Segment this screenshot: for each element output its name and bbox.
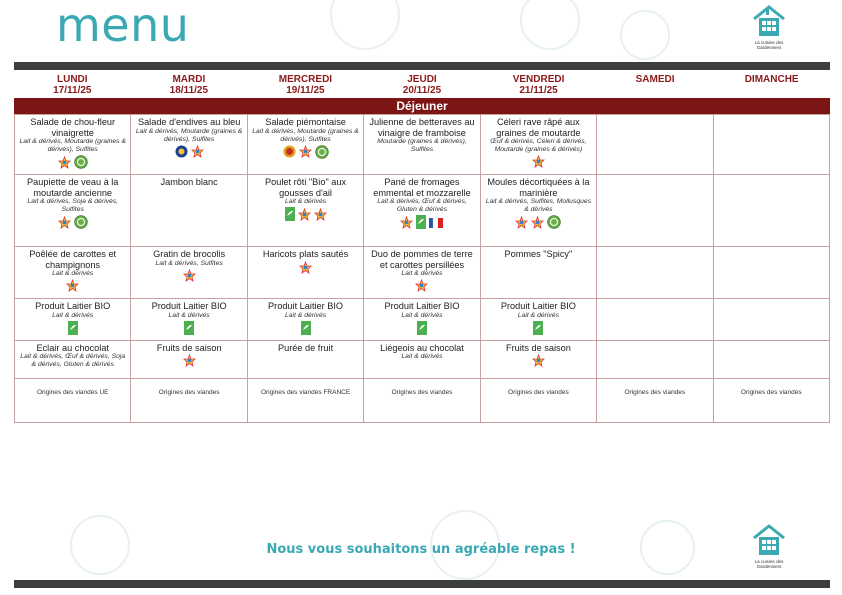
menu-cell bbox=[131, 115, 247, 175]
menu-cell bbox=[15, 115, 131, 175]
dish-name: Céleri rave râpé aux graines de moutarde bbox=[496, 117, 581, 138]
dessert-row bbox=[15, 340, 830, 378]
day-tuesday: MARDI 18/11/25 bbox=[169, 74, 209, 96]
menu-cell bbox=[597, 175, 713, 247]
chef-icon bbox=[191, 145, 204, 163]
allergen-list: Œuf & dérivés, Céleri & dérivés, Moutarde (graines & dérivés) bbox=[490, 138, 587, 153]
menu-cell bbox=[247, 340, 363, 378]
background-decoration bbox=[620, 10, 670, 60]
fishing-label-icon bbox=[175, 145, 188, 163]
origin-cell bbox=[15, 378, 131, 422]
allergen-list: Lait & dérivés bbox=[168, 311, 210, 319]
label-icons bbox=[18, 279, 127, 297]
dish-name: Paupiette de veau à la moutarde ancienne bbox=[26, 177, 119, 198]
chef-icon bbox=[515, 216, 528, 234]
allergen-list: Lait & dérivés bbox=[52, 270, 94, 277]
allergen-list: Lait & dérivés bbox=[284, 311, 327, 319]
menu-cell bbox=[247, 115, 363, 175]
dish-name: Poêlée de carottes et champignons bbox=[29, 249, 117, 270]
dish-name: Pané de fromages emmental et mozzarelle bbox=[373, 177, 471, 198]
bio-icon bbox=[533, 321, 543, 340]
menu-cell bbox=[597, 299, 713, 341]
allergen-list: Lait & dérivés, Sulfites bbox=[155, 259, 223, 267]
dish-name: Pommes "Spicy" bbox=[504, 249, 573, 259]
menu-cell bbox=[131, 299, 247, 341]
origin-cell bbox=[131, 378, 247, 422]
label-icons bbox=[484, 321, 593, 340]
menu-cell bbox=[480, 299, 596, 341]
menu-cell bbox=[247, 247, 363, 299]
meat-origin-row bbox=[15, 378, 830, 422]
label-icons bbox=[484, 155, 593, 173]
origin-cell bbox=[364, 378, 480, 422]
logo-text: La cuisine des Gardenniers bbox=[754, 40, 784, 50]
dish-name: Produit Laitier BIO bbox=[151, 301, 227, 311]
meat-origin-text: Origines des viandes bbox=[624, 388, 686, 396]
menu-cell bbox=[364, 175, 480, 247]
menu-cell bbox=[480, 115, 596, 175]
chef-icon bbox=[532, 155, 545, 173]
chef-icon bbox=[298, 208, 311, 226]
eco-label-icon bbox=[547, 215, 561, 234]
chef-icon bbox=[66, 279, 79, 297]
dish-name: Duo de pommes de terre et carottes persillées bbox=[371, 249, 473, 270]
label-rouge-icon bbox=[283, 145, 296, 163]
meat-origin-text: Origines des viandes bbox=[740, 388, 802, 396]
chef-icon bbox=[183, 269, 196, 287]
dish-name: Purée de fruit bbox=[277, 342, 334, 353]
dish-name: Produit Laitier BIO bbox=[384, 301, 460, 311]
dish-name: Produit Laitier BIO bbox=[500, 301, 576, 311]
meat-origin-text: Origines des viandes bbox=[158, 388, 220, 396]
house-logo-icon bbox=[750, 3, 788, 39]
chef-icon bbox=[532, 354, 545, 372]
label-icons bbox=[367, 321, 476, 340]
eco-label-icon bbox=[74, 215, 88, 234]
menu-cell bbox=[131, 175, 247, 247]
menu-cell bbox=[15, 247, 131, 299]
dish-name: Poulet rôti "Bio" aux gousses d'ail bbox=[265, 177, 347, 198]
menu-cell bbox=[364, 340, 480, 378]
day-sunday: DIMANCHE bbox=[744, 74, 799, 85]
bio-icon bbox=[68, 321, 78, 340]
entree-row bbox=[15, 115, 830, 175]
dish-name: Salade de chou-fleur vinaigrette bbox=[30, 117, 116, 138]
allergen-list: Lait & dérivés, Sulfites, Mollusques & dérivés bbox=[485, 198, 592, 213]
day-saturday: SAMEDI bbox=[635, 74, 675, 85]
chef-icon bbox=[299, 261, 312, 279]
meat-origin-text: Origines des viandes FRANCE bbox=[260, 388, 351, 396]
eco-label-icon bbox=[74, 155, 88, 174]
day-monday: LUNDI 17/11/25 bbox=[53, 74, 92, 96]
background-decoration bbox=[520, 0, 580, 50]
menu-cell bbox=[480, 340, 596, 378]
allergen-list: Lait & dérivés bbox=[401, 353, 443, 360]
dish-name: Salade d'endives au bleu bbox=[137, 117, 241, 127]
menu-cell bbox=[247, 299, 363, 341]
bio-icon bbox=[184, 321, 194, 340]
allergen-list: Lait & dérivés bbox=[517, 311, 559, 319]
menu-cell bbox=[713, 115, 829, 175]
dish-name: Produit Laitier BIO bbox=[268, 301, 344, 311]
menu-cell bbox=[597, 340, 713, 378]
chef-icon bbox=[183, 354, 196, 372]
meat-origin-text: Origines des viandes bbox=[508, 388, 569, 396]
allergen-list: Lait & dérivés, Œuf & dérivés, Soja & dérivés, Gluten & dérivés bbox=[20, 353, 126, 368]
origin-cell bbox=[713, 378, 829, 422]
bottom-divider bbox=[14, 580, 830, 588]
menu-cell bbox=[247, 175, 363, 247]
dish-name: Produit Laitier BIO bbox=[35, 301, 111, 311]
bio-icon bbox=[285, 207, 295, 226]
dish-name: Gratin de brocolis bbox=[153, 249, 226, 259]
label-icons bbox=[251, 261, 360, 279]
label-icons bbox=[251, 145, 360, 164]
allergen-list: Lait & dérivés bbox=[52, 311, 94, 319]
dish-name: Salade piémontaise bbox=[265, 117, 346, 127]
menu-table bbox=[14, 114, 830, 423]
day-friday: VENDREDI 21/11/25 bbox=[512, 74, 565, 96]
label-icons bbox=[134, 321, 243, 340]
allergen-list: Lait & dérivés, Moutarde (graines & dérivés), Sulfites bbox=[135, 127, 243, 143]
meat-origin-text: Origines des viandes bbox=[391, 388, 453, 396]
menu-cell bbox=[713, 247, 829, 299]
chef-icon bbox=[314, 208, 327, 226]
label-icons bbox=[367, 279, 476, 297]
menu-cell bbox=[131, 247, 247, 299]
menu-cell bbox=[15, 299, 131, 341]
meat-origin-text: Origines des viandes UE bbox=[36, 388, 109, 396]
label-icons bbox=[134, 354, 243, 372]
menu-cell bbox=[713, 175, 829, 247]
label-icons bbox=[484, 215, 593, 234]
chef-icon bbox=[58, 216, 71, 234]
chef-icon bbox=[58, 156, 71, 174]
allergen-list: Lait & dérivés bbox=[401, 270, 443, 277]
page-title: menu bbox=[56, 0, 190, 52]
label-icons bbox=[18, 215, 127, 234]
top-divider bbox=[14, 62, 830, 70]
allergen-list: Lait & dérivés bbox=[284, 198, 327, 205]
allergen-list: Lait & dérivés, Œuf & dérivés, Gluten & dérivés bbox=[377, 198, 467, 213]
day-thursday: JEUDI 20/11/25 bbox=[402, 74, 442, 96]
logo-text: La cuisine des Gardenniers bbox=[754, 559, 784, 569]
menu-cell bbox=[713, 299, 829, 341]
meal-bar: Déjeuner bbox=[14, 98, 830, 114]
eco-label-icon bbox=[315, 145, 329, 164]
dish-name: Fruits de saison bbox=[156, 342, 222, 353]
main-dish-row bbox=[15, 175, 830, 247]
allergen-list: Lait & dérivés, Moutarde (graines & dérivés), Sulfites bbox=[252, 127, 359, 143]
day-wednesday: MERCREDI 19/11/25 bbox=[278, 74, 333, 96]
allergen-list: Lait & dérivés, Soja & dérivés, Sulfites bbox=[27, 198, 119, 213]
label-icons bbox=[484, 354, 593, 372]
days-header bbox=[14, 74, 830, 98]
label-icons bbox=[18, 155, 127, 174]
menu-cell bbox=[131, 340, 247, 378]
chef-icon bbox=[400, 216, 413, 234]
allergen-list: Lait & dérivés bbox=[401, 311, 443, 319]
label-icons bbox=[134, 145, 243, 163]
background-decoration bbox=[330, 0, 400, 50]
label-icons bbox=[367, 215, 476, 234]
chef-icon bbox=[415, 279, 428, 297]
dairy-row bbox=[15, 299, 830, 341]
menu-cell bbox=[364, 115, 480, 175]
menu-cell bbox=[480, 175, 596, 247]
menu-cell bbox=[597, 115, 713, 175]
label-icons bbox=[18, 321, 127, 340]
origin-cell bbox=[480, 378, 596, 422]
origin-cell bbox=[247, 378, 363, 422]
bio-icon bbox=[417, 321, 427, 340]
dish-name: Jambon blanc bbox=[160, 177, 218, 187]
bio-icon bbox=[416, 215, 426, 234]
side-dish-row bbox=[15, 247, 830, 299]
menu-cell bbox=[15, 340, 131, 378]
allergen-list: Lait & dérivés, Moutarde (graines & dérivés), Sulfites bbox=[19, 138, 126, 153]
menu-cell bbox=[713, 340, 829, 378]
label-icons bbox=[251, 321, 360, 340]
origin-cell bbox=[597, 378, 713, 422]
france-icon bbox=[429, 216, 443, 234]
footer-message: Nous vous souhaitons un agréable repas ! bbox=[266, 542, 576, 557]
menu-cell bbox=[480, 247, 596, 299]
label-icons bbox=[134, 269, 243, 287]
dish-name: Fruits de saison bbox=[505, 342, 571, 353]
dish-name: Julienne de betteraves au vinaigre de framboise bbox=[369, 117, 475, 138]
menu-cell bbox=[15, 175, 131, 247]
bio-icon bbox=[301, 321, 311, 340]
dish-name: Moules décortiquées à la marinière bbox=[487, 177, 590, 198]
chef-icon bbox=[299, 145, 312, 163]
logo bbox=[744, 3, 794, 50]
dish-name: Haricots plats sautés bbox=[262, 249, 349, 259]
chef-icon bbox=[531, 216, 544, 234]
label-icons bbox=[251, 207, 360, 226]
menu-cell bbox=[364, 299, 480, 341]
dish-name: Eclair au chocolat bbox=[36, 342, 109, 353]
menu-cell bbox=[597, 247, 713, 299]
dish-name: Liégeois au chocolat bbox=[380, 342, 464, 353]
menu-cell bbox=[364, 247, 480, 299]
allergen-list: Moutarde (graines & dérivés), Sulfites bbox=[377, 138, 467, 153]
